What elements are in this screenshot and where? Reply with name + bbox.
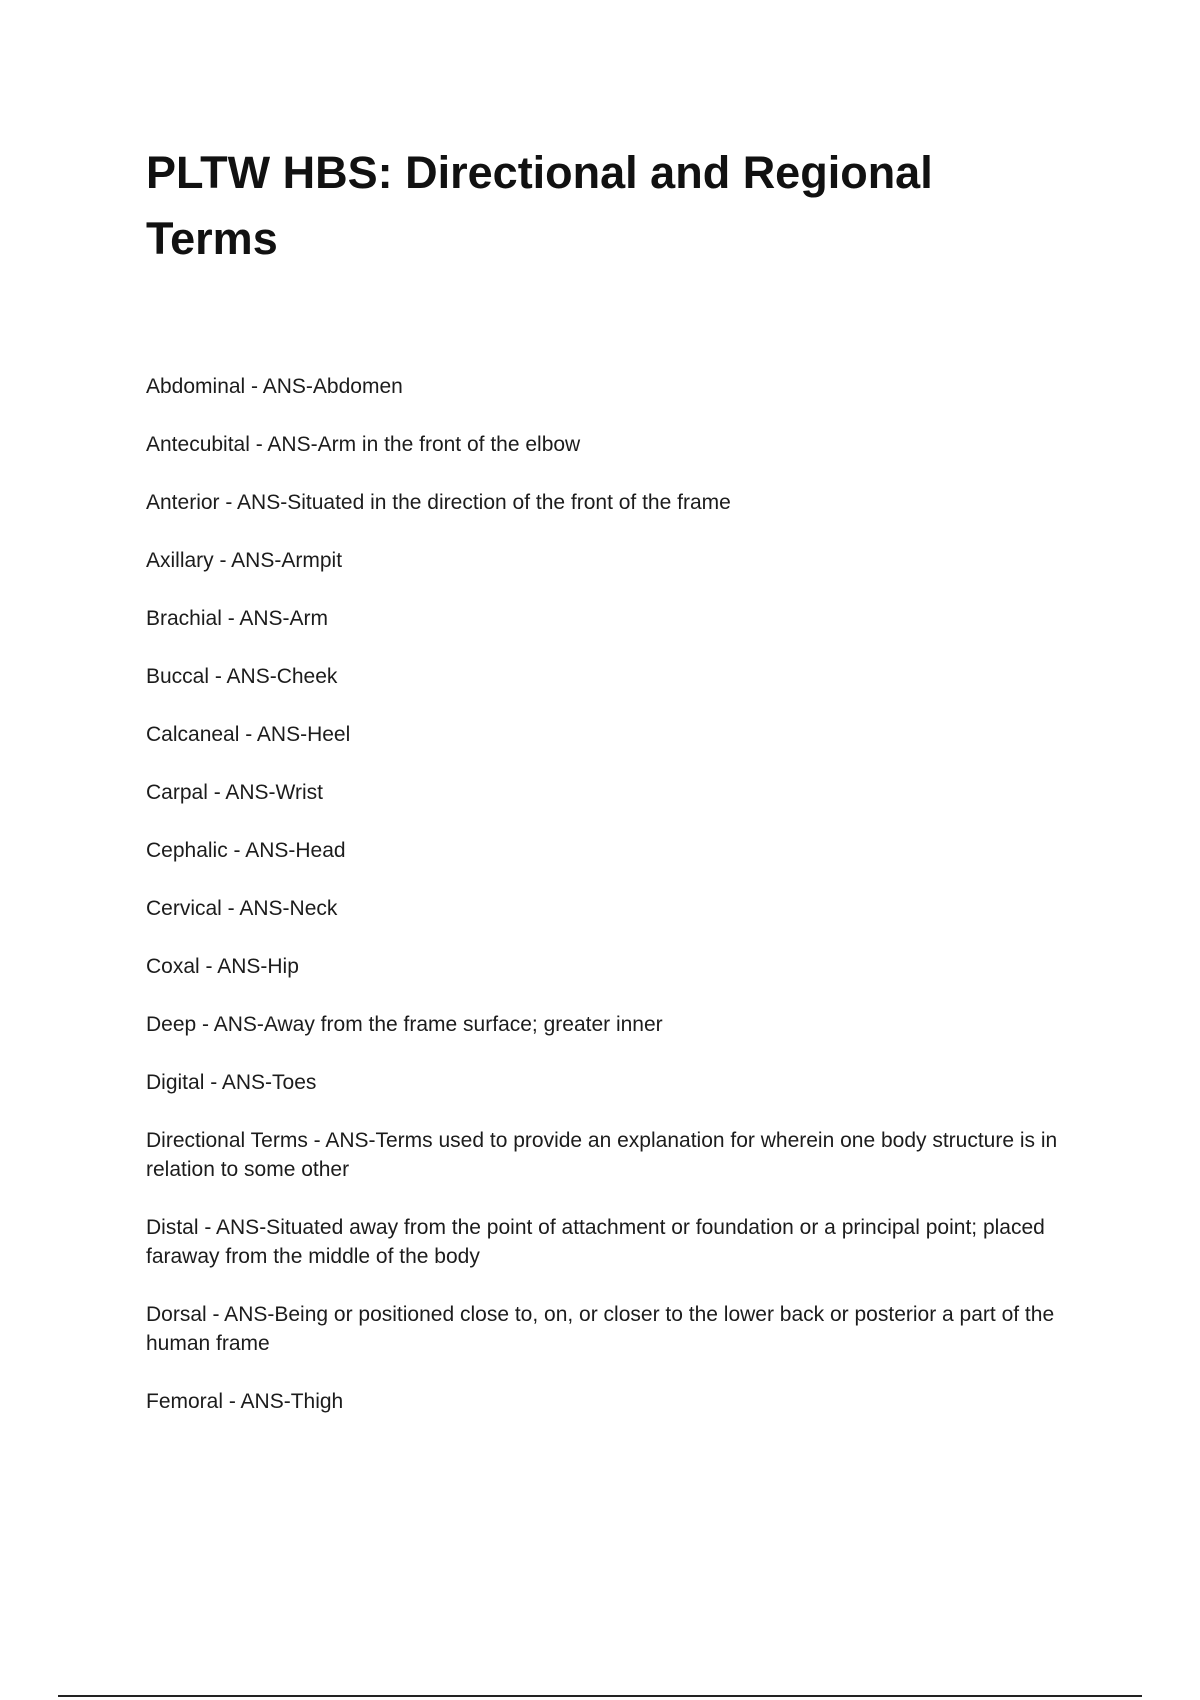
term-item: Anterior - ANS-Situated in the direction of the front of the frame: [146, 491, 731, 514]
term-item: Deep - ANS-Away from the frame surface; greater inner: [146, 1013, 663, 1036]
term-item: Calcaneal - ANS-Heel: [146, 723, 351, 746]
term-item: Brachial - ANS-Arm: [146, 607, 329, 630]
term-item: Buccal - ANS-Cheek: [146, 665, 338, 688]
term-item: Digital - ANS-Toes: [146, 1071, 317, 1094]
document-title: PLTW HBS: Directional and Regional Terms: [146, 147, 933, 264]
term-item: Axillary - ANS-Armpit: [146, 549, 343, 572]
footer-divider: [58, 1695, 1142, 1697]
term-item: Carpal - ANS-Wrist: [146, 781, 323, 804]
term-item: Antecubital - ANS-Arm in the front of the elbow: [146, 433, 581, 456]
term-item: Coxal - ANS-Hip: [146, 955, 299, 978]
term-item: Dorsal - ANS-Being or positioned close to, on, or closer to the lower back or posterior a part of the human frame: [146, 1303, 1055, 1355]
terms-list: [146, 372, 1096, 1445]
term-item: Femoral - ANS-Thigh: [146, 1390, 344, 1413]
term-item: Cephalic - ANS-Head: [146, 839, 346, 862]
term-item: Abdominal - ANS-Abdomen: [146, 375, 403, 398]
term-item: Cervical - ANS-Neck: [146, 897, 338, 920]
term-item: Directional Terms - ANS-Terms used to provide an explanation for wherein one body structure is in relation to some other: [146, 1129, 1058, 1181]
term-item: Distal - ANS-Situated away from the point of attachment or foundation or a principal point; placed faraway from the middle of the body: [146, 1216, 1045, 1268]
